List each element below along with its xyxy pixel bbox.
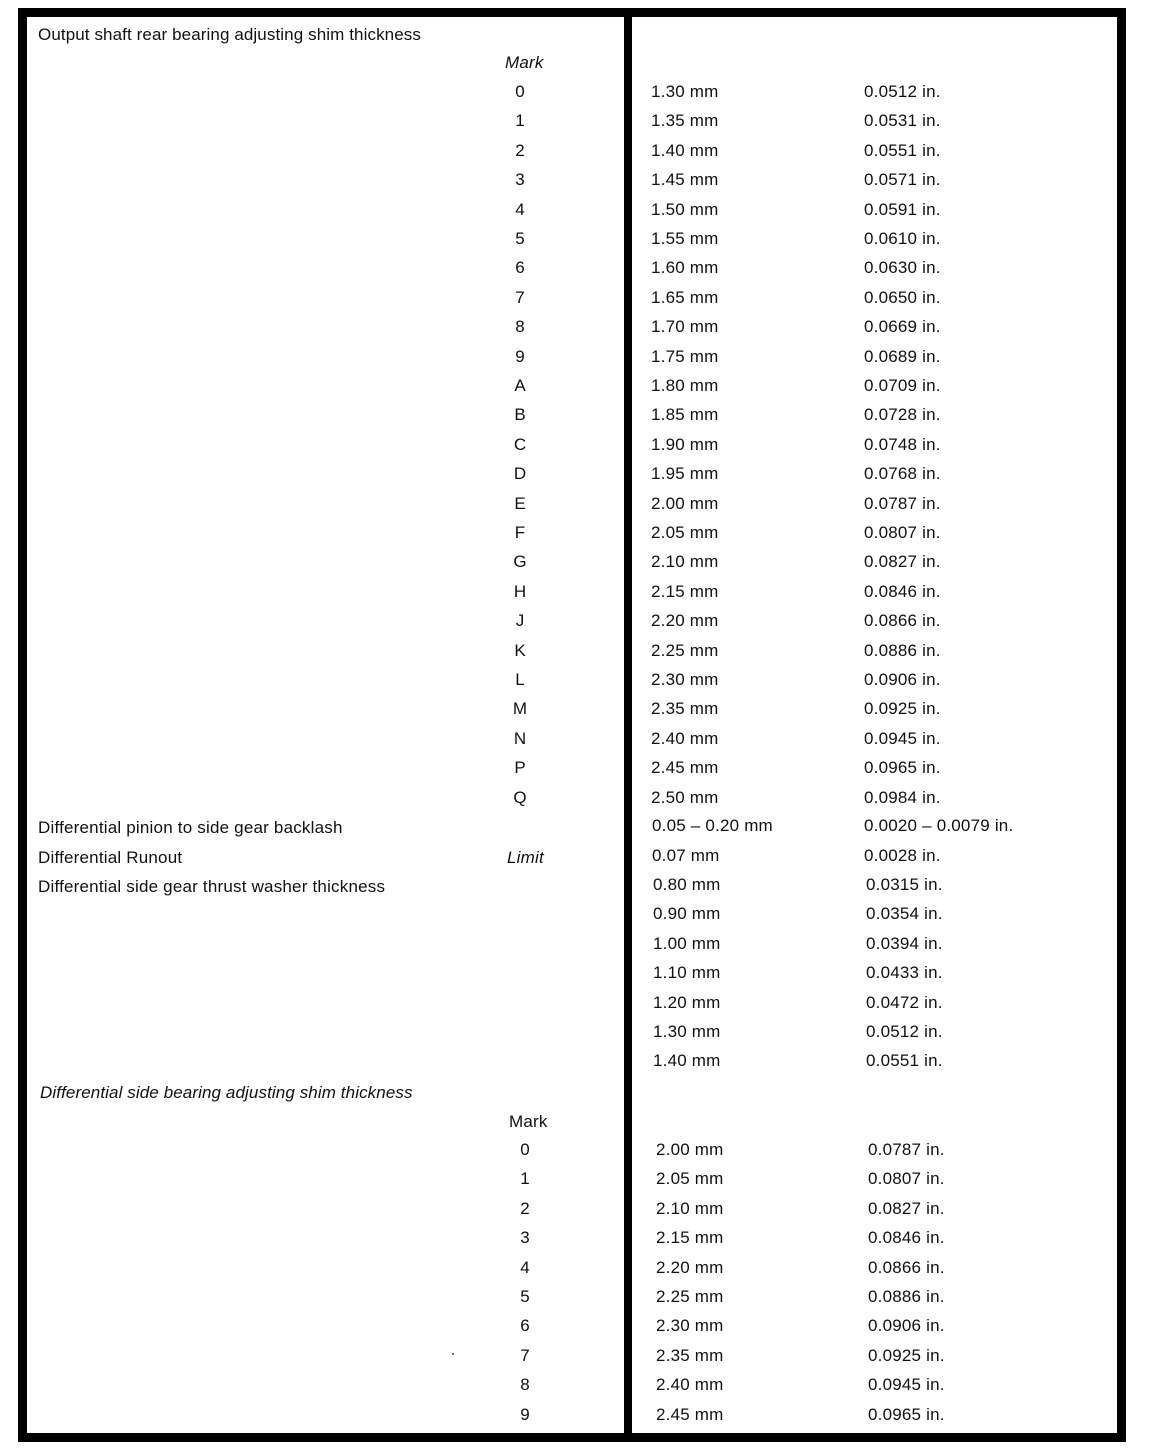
bearing-shim-in-value: 0.0906 in. [868,1316,945,1336]
shim-mark: G [513,552,527,572]
shim-mm-value: 2.20 mm [651,611,719,631]
shim-in-value: 0.0945 in. [864,728,941,748]
shim-in-value: 0.0650 in. [864,287,941,307]
shim-mm-value: 1.90 mm [651,434,719,454]
shim-in-value: 0.0984 in. [864,787,941,807]
bearing-shim-mark: 3 [520,1228,530,1248]
shim-mm-value: 2.15 mm [651,581,719,601]
shim-mm-value: 2.30 mm [651,670,719,689]
washer-in-value: 0.0315 in. [866,875,943,894]
backlash-in: 0.0020 – 0.0079 in. [864,816,1014,835]
bearing-shim-mm-value: 2.35 mm [656,1345,724,1365]
shim-mark: M [512,699,528,719]
shim-mark: 8 [515,317,525,337]
shim-mark: L [515,670,525,689]
shim-mm-value: 1.85 mm [651,405,719,425]
backlash-mm: 0.05 – 0.20 mm [652,816,773,835]
bearing-shim-in-value: 0.0866 in. [868,1257,945,1277]
shim-mm-value: 1.70 mm [651,317,719,337]
bearing-shim-mm-value: 2.15 mm [656,1228,724,1248]
shim-mark: C [513,434,527,454]
shim-mark: F [514,523,526,542]
shim-mm-value: 2.50 mm [651,787,719,807]
shim-mark: J [515,611,525,631]
shim-in-value: 0.0551 in. [864,140,941,160]
washer-mm-value: 0.80 mm [653,875,721,894]
shim-mm-value: 1.55 mm [651,229,719,248]
bearing-shim-mm-value: 2.25 mm [656,1287,724,1306]
shim-in-value: 0.0669 in. [864,317,941,337]
shim-mm-value: 2.10 mm [651,552,719,572]
shim-mark: 6 [515,258,525,278]
shim-mm-value: 2.25 mm [651,640,719,660]
shim-mm-value: 1.75 mm [651,346,719,366]
bearing-shim-mm-value: 2.00 mm [656,1140,724,1159]
washer-mm-value: 1.00 mm [653,933,721,953]
shim-mark: D [513,464,527,484]
shim-mm-value: 1.30 mm [651,82,719,101]
shim-mm-value: 2.40 mm [651,728,719,748]
shim-mark: H [513,581,527,601]
shim-mark: E [514,493,526,513]
output-shaft-mark-header: Mark [505,53,544,72]
shim-mm-value: 2.45 mm [651,758,719,778]
bearing-shim-in-value: 0.0787 in. [868,1140,945,1159]
washer-mm-value: 0.90 mm [653,904,721,924]
shim-mark: 9 [515,346,525,366]
bearing-shim-mark: 7 [520,1345,530,1365]
shim-mm-value: 1.35 mm [651,111,719,131]
shim-in-value: 0.0610 in. [864,229,941,248]
shim-in-value: 0.0571 in. [864,170,941,190]
shim-mm-value: 1.45 mm [651,170,719,190]
shim-mark: 3 [515,170,525,190]
bearing-shim-mm-value: 2.05 mm [656,1169,724,1189]
shim-mark: 1 [515,111,525,131]
washer-in-value: 0.0472 in. [866,992,943,1012]
shim-mark: Q [513,787,527,807]
bearing-shim-mm-value: 2.40 mm [656,1375,724,1395]
bearing-shim-mark: 2 [520,1198,530,1218]
thrust-washer-label: Differential side gear thrust washer thickness [38,877,386,896]
shim-mm-value: 2.05 mm [651,523,719,542]
shim-mark: A [514,376,526,395]
bearing-shim-in-value: 0.0945 in. [868,1375,945,1395]
washer-in-value: 0.0512 in. [866,1022,943,1041]
shim-mark: 2 [515,140,525,160]
bearing-shim-in-value: 0.0827 in. [868,1198,945,1218]
shim-mm-value: 1.60 mm [651,258,719,278]
bearing-shim-mm-value: 2.10 mm [656,1198,724,1218]
shim-mark: B [514,405,526,425]
bearing-shim-mark: 0 [520,1140,530,1159]
shim-mark: 0 [515,82,525,101]
bearing-shim-in-value: 0.0925 in. [868,1345,945,1365]
bearing-shim-mark: 1 [520,1169,530,1189]
shim-in-value: 0.0827 in. [864,552,941,572]
bearing-shim-mark: 6 [520,1316,530,1336]
shim-mark: N [513,728,527,748]
shim-in-value: 0.0866 in. [864,611,941,631]
washer-mm-value: 1.10 mm [653,963,721,983]
washer-in-value: 0.0433 in. [866,963,943,983]
washer-in-value: 0.0394 in. [866,933,943,953]
washer-mm-value: 1.40 mm [653,1051,721,1071]
bearing-shim-mm-value: 2.45 mm [656,1404,724,1424]
washer-in-value: 0.0551 in. [866,1051,943,1071]
shim-mark: K [514,640,526,660]
shim-in-value: 0.0807 in. [864,523,941,542]
bearing-shim-mark: 9 [520,1404,530,1424]
shim-in-value: 0.0768 in. [864,464,941,484]
shim-mark: 5 [515,229,525,248]
shim-in-value: 0.0787 in. [864,493,941,513]
shim-mm-value: 1.95 mm [651,464,719,484]
side-bearing-title: Differential side bearing adjusting shim thickness [40,1083,413,1102]
shim-in-value: 0.0531 in. [864,111,941,131]
shim-in-value: 0.0925 in. [864,699,941,719]
washer-mm-value: 1.20 mm [653,992,721,1012]
shim-in-value: 0.0846 in. [864,581,941,601]
bearing-shim-mark: 4 [520,1257,530,1277]
scan-speck [452,1353,454,1355]
runout-qualifier: Limit [507,848,544,867]
bearing-shim-mark: 5 [520,1287,530,1306]
bearing-shim-in-value: 0.0807 in. [868,1169,945,1189]
shim-mark: P [514,758,526,778]
shim-in-value: 0.0591 in. [864,199,941,219]
bearing-shim-mm-value: 2.20 mm [656,1257,724,1277]
washer-mm-value: 1.30 mm [653,1022,721,1041]
shim-in-value: 0.0886 in. [864,640,941,660]
bearing-shim-mark: 8 [520,1375,530,1395]
bearing-shim-in-value: 0.0886 in. [868,1287,945,1306]
runout-in: 0.0028 in. [864,846,941,865]
shim-mm-value: 2.35 mm [651,699,719,719]
shim-mm-value: 1.50 mm [651,199,719,219]
shim-mm-value: 1.80 mm [651,376,719,395]
output-shaft-title: Output shaft rear bearing adjusting shim thickness [38,25,421,44]
runout-mm: 0.07 mm [652,846,720,865]
shim-mark: 7 [515,287,525,307]
shim-mm-value: 2.00 mm [651,493,719,513]
table-frame [18,8,1126,1442]
shim-in-value: 0.0748 in. [864,434,941,454]
shim-in-value: 0.0965 in. [864,758,941,778]
shim-mm-value: 1.40 mm [651,140,719,160]
column-divider [624,8,632,1442]
shim-in-value: 0.0630 in. [864,258,941,278]
shim-in-value: 0.0512 in. [864,82,941,101]
washer-in-value: 0.0354 in. [866,904,943,924]
shim-in-value: 0.0728 in. [864,405,941,425]
side-bearing-mark-header: Mark [509,1112,548,1131]
shim-in-value: 0.0906 in. [864,670,941,689]
bearing-shim-mm-value: 2.30 mm [656,1316,724,1336]
shim-in-value: 0.0689 in. [864,346,941,366]
bearing-shim-in-value: 0.0965 in. [868,1404,945,1424]
bearing-shim-in-value: 0.0846 in. [868,1228,945,1248]
shim-mm-value: 1.65 mm [651,287,719,307]
backlash-label: Differential pinion to side gear backlash [38,818,343,837]
shim-in-value: 0.0709 in. [864,376,941,395]
runout-label: Differential Runout [38,848,183,867]
shim-mark: 4 [515,199,525,219]
